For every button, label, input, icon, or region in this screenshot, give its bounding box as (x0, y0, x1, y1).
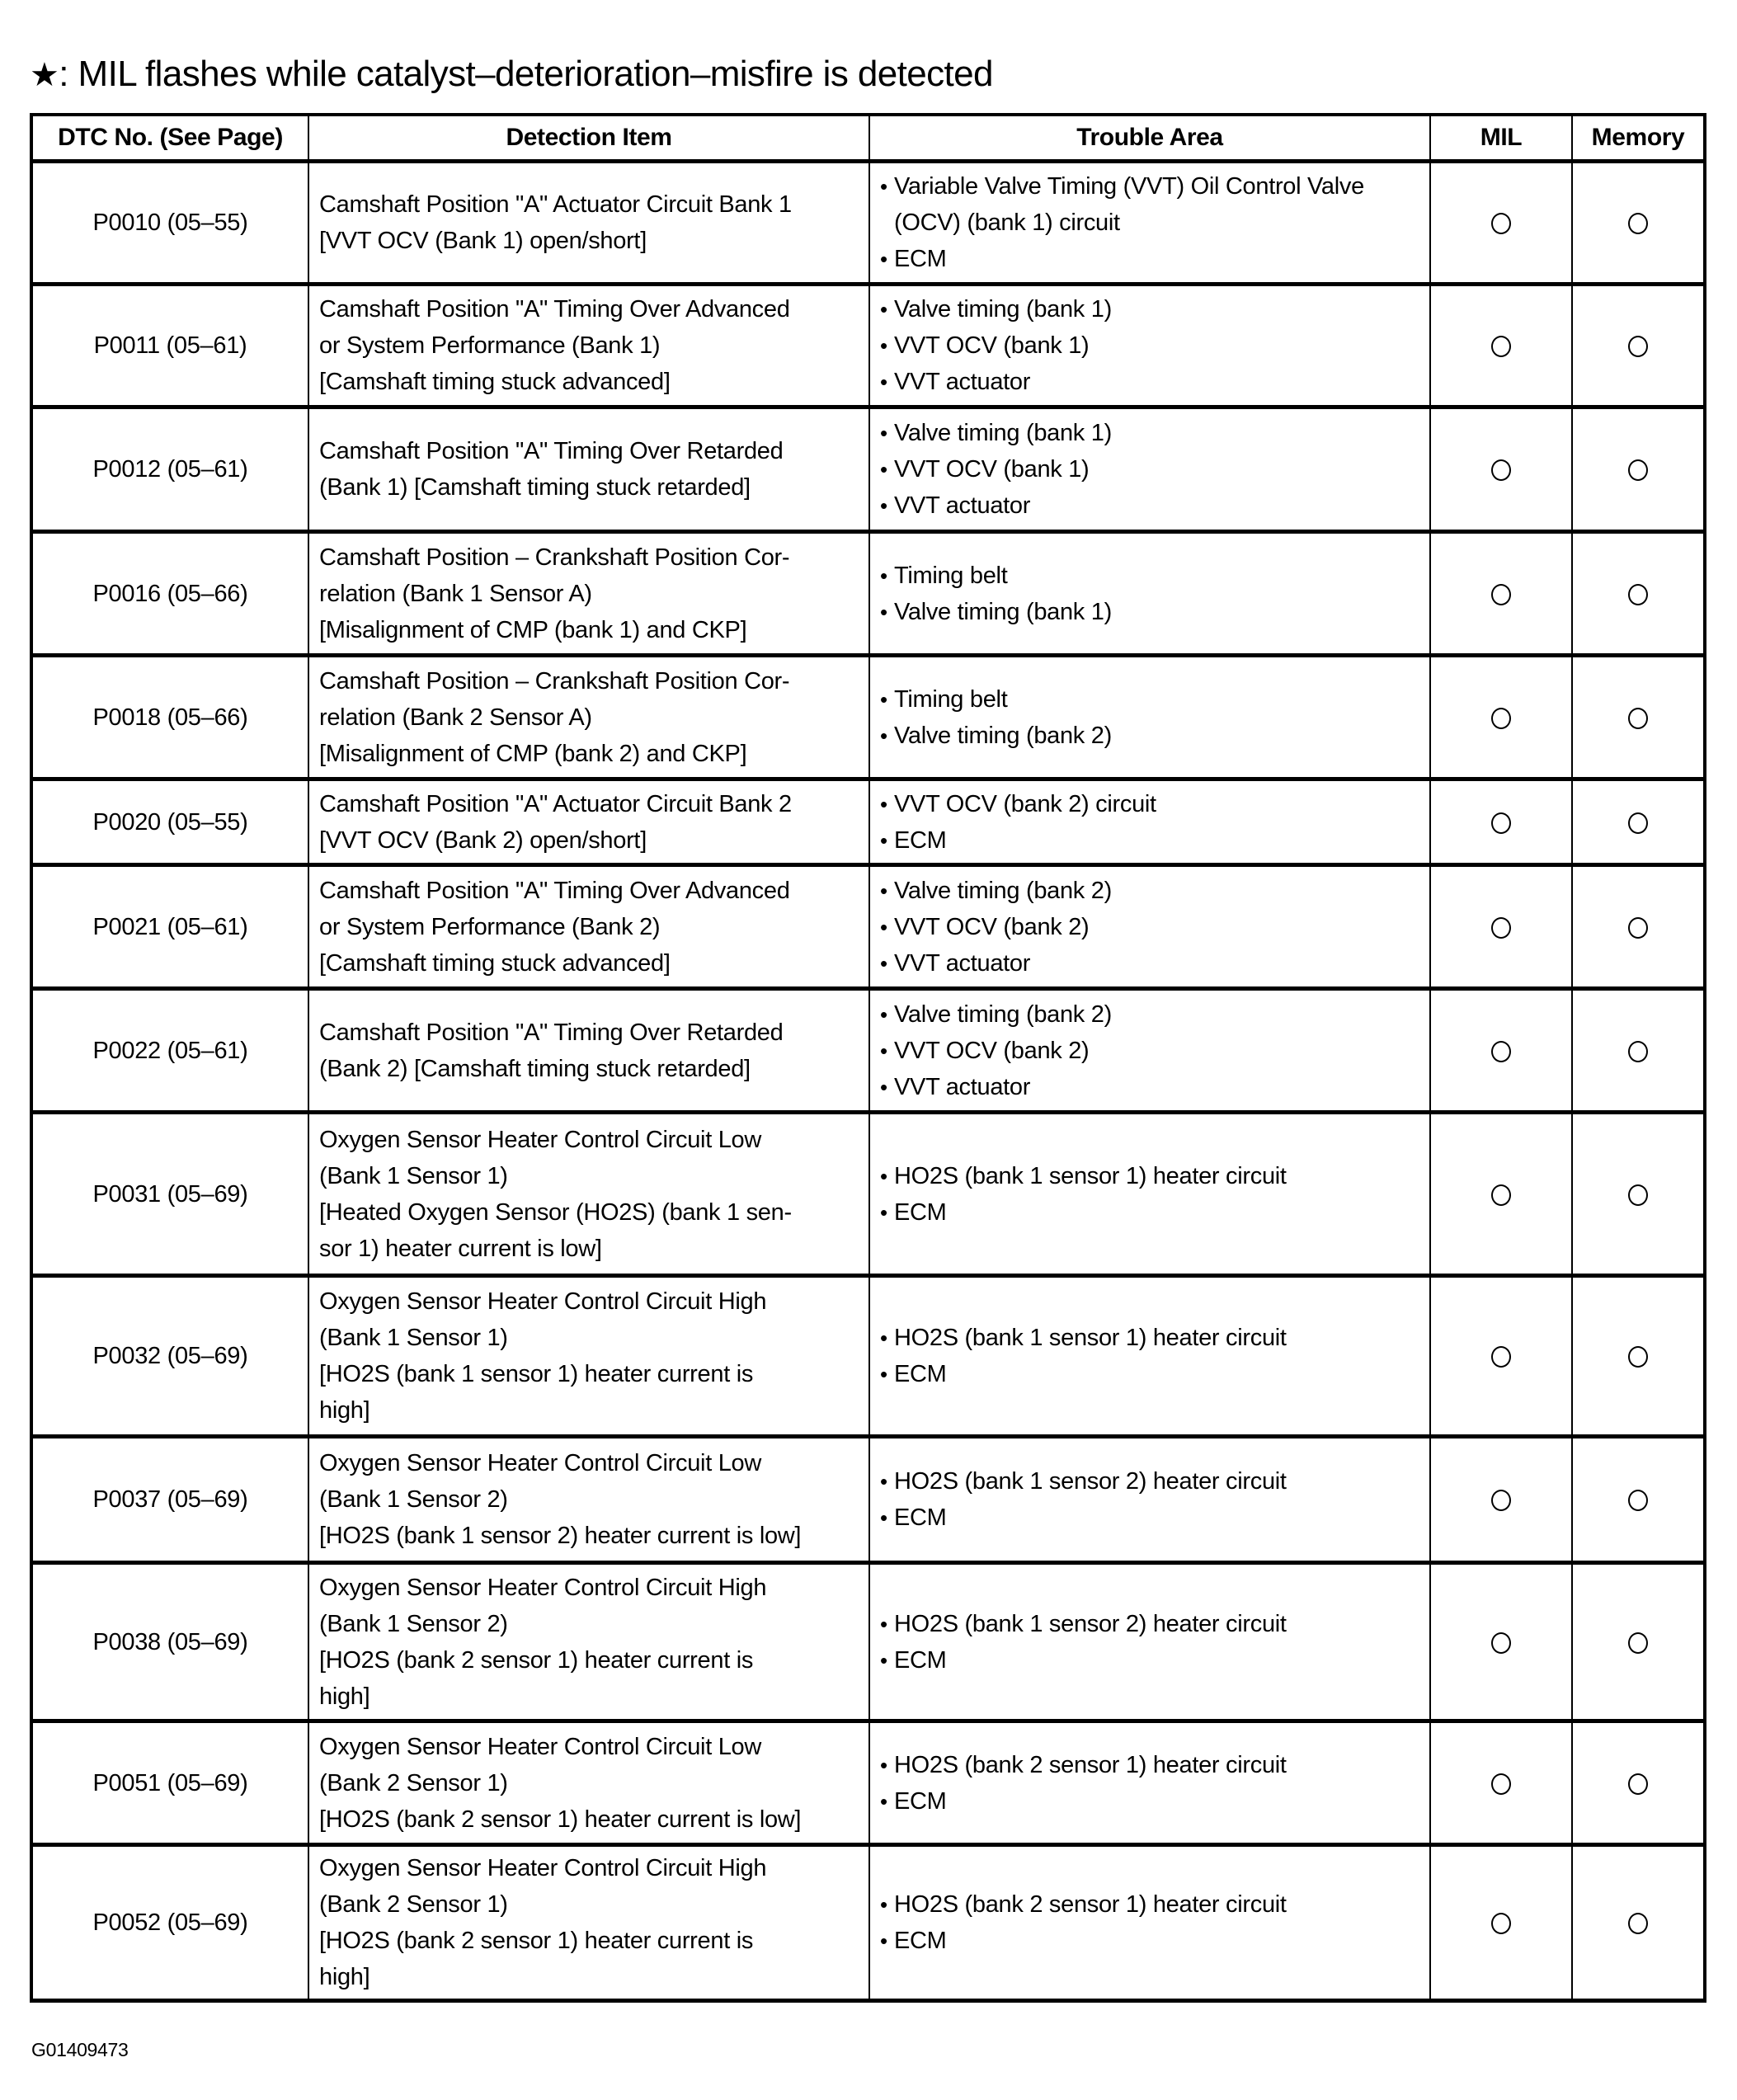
trouble-area-item: • VVT actuator (880, 945, 1421, 982)
trouble-area-cell (869, 285, 1430, 407)
detection-item-cell: Camshaft Position "A" Timing Over Retarded (Bank 1) [Camshaft timing stuck retarded] (308, 407, 869, 532)
trouble-area-item: • HO2S (bank 2 sensor 1) heater circuit (880, 1886, 1421, 1923)
memory-cell (1572, 1113, 1705, 1276)
trouble-area-item: • ECM (880, 822, 1421, 859)
dtc-code-cell: P0051 (05–69) (31, 1721, 308, 1845)
trouble-area-list (880, 291, 1421, 400)
mil-circle-icon (1491, 1041, 1511, 1062)
memory-cell (1572, 162, 1705, 285)
trouble-area-cell (869, 1276, 1430, 1437)
mil-circle-icon (1491, 1490, 1511, 1511)
mil-cell (1430, 1113, 1572, 1276)
trouble-area-item: • ECM (880, 1642, 1421, 1679)
memory-circle-icon (1628, 584, 1648, 605)
memory-cell (1572, 407, 1705, 532)
mil-circle-icon (1491, 708, 1511, 729)
mil-cell (1430, 989, 1572, 1113)
detection-item-cell: Camshaft Position "A" Timing Over Retarded (Bank 2) [Camshaft timing stuck retarded] (308, 989, 869, 1113)
trouble-area-item: • VVT OCV (bank 1) (880, 451, 1421, 487)
trouble-area-cell (869, 656, 1430, 779)
dtc-code-cell: P0022 (05–61) (31, 989, 308, 1113)
mil-cell (1430, 656, 1572, 779)
trouble-area-item: • HO2S (bank 1 sensor 1) heater circuit (880, 1158, 1421, 1194)
table-row (31, 532, 1705, 656)
memory-circle-icon (1628, 1041, 1648, 1062)
trouble-area-item: • VVT actuator (880, 1069, 1421, 1105)
detection-item-cell: Oxygen Sensor Heater Control Circuit Low (Bank 1 Sensor 1) [Heated Oxygen Sensor (HO2S) (bank 1 sen- sor 1) heater current is low] (308, 1113, 869, 1276)
detection-item-cell: Oxygen Sensor Heater Control Circuit Low (Bank 2 Sensor 1) [HO2S (bank 2 sensor 1) heater current is low] (308, 1721, 869, 1845)
trouble-area-cell (869, 989, 1430, 1113)
memory-circle-icon (1628, 1346, 1648, 1368)
memory-circle-icon (1628, 1632, 1648, 1654)
dtc-code-cell: P0012 (05–61) (31, 407, 308, 532)
caption-text: : MIL flashes while catalyst–deterioration–misfire is detected (59, 54, 993, 94)
trouble-area-item: • HO2S (bank 2 sensor 1) heater circuit (880, 1747, 1421, 1783)
table-row (31, 1721, 1705, 1845)
dtc-code-cell: P0011 (05–61) (31, 285, 308, 407)
trouble-area-cell (869, 1721, 1430, 1845)
dtc-code-cell: P0032 (05–69) (31, 1276, 308, 1437)
memory-circle-icon (1628, 917, 1648, 939)
mil-cell (1430, 1563, 1572, 1721)
detection-item-cell: Camshaft Position "A" Timing Over Advanced or System Performance (Bank 2) [Camshaft timing stuck advanced] (308, 865, 869, 989)
mil-circle-icon (1491, 1632, 1511, 1654)
mil-cell (1430, 162, 1572, 285)
trouble-area-list (880, 1463, 1421, 1536)
trouble-area-item: • ECM (880, 1783, 1421, 1820)
mil-cell (1430, 1845, 1572, 2001)
trouble-area-item: • Timing belt (880, 558, 1421, 594)
trouble-area-list (880, 681, 1421, 754)
trouble-area-item: • Timing belt (880, 681, 1421, 718)
trouble-area-item: • Valve timing (bank 2) (880, 996, 1421, 1033)
trouble-area-item: • VVT OCV (bank 2) (880, 1033, 1421, 1069)
detection-item-cell: Camshaft Position "A" Timing Over Advanced or System Performance (Bank 1) [Camshaft timing stuck advanced] (308, 285, 869, 407)
dtc-code-cell: P0021 (05–61) (31, 865, 308, 989)
trouble-area-cell (869, 1845, 1430, 2001)
dtc-code-cell: P0052 (05–69) (31, 1845, 308, 2001)
mil-cell (1430, 407, 1572, 532)
trouble-area-item: • ECM (880, 241, 1421, 277)
detection-item-cell: Camshaft Position – Crankshaft Position Cor- relation (Bank 2 Sensor A) [Misalignment of CMP (bank 2) and CKP] (308, 656, 869, 779)
mil-circle-icon (1491, 812, 1511, 834)
trouble-area-item: • Valve timing (bank 1) (880, 415, 1421, 451)
trouble-area-item: • VVT actuator (880, 364, 1421, 400)
trouble-area-item: • Variable Valve Timing (VVT) Oil Control Valve (OCV) (bank 1) circuit (880, 168, 1421, 241)
memory-circle-icon (1628, 459, 1648, 481)
table-row (31, 285, 1705, 407)
dtc-code-cell: P0031 (05–69) (31, 1113, 308, 1276)
detection-item-cell: Oxygen Sensor Heater Control Circuit High (Bank 1 Sensor 1) [HO2S (bank 1 sensor 1) heater current is high] (308, 1276, 869, 1437)
trouble-area-item: • ECM (880, 1356, 1421, 1392)
memory-circle-icon (1628, 1773, 1648, 1795)
trouble-area-cell (869, 779, 1430, 865)
memory-cell (1572, 532, 1705, 656)
trouble-area-item: • VVT actuator (880, 487, 1421, 524)
figure-id: G01409473 (31, 2039, 129, 2060)
trouble-area-list (880, 1606, 1421, 1679)
trouble-area-item: • ECM (880, 1923, 1421, 1959)
mil-cell (1430, 532, 1572, 656)
detection-item-cell: Oxygen Sensor Heater Control Circuit High (Bank 2 Sensor 1) [HO2S (bank 2 sensor 1) heater current is high] (308, 1845, 869, 2001)
memory-circle-icon (1628, 1913, 1648, 1934)
trouble-area-item: • HO2S (bank 1 sensor 2) heater circuit (880, 1463, 1421, 1500)
memory-circle-icon (1628, 213, 1648, 234)
table-caption (30, 51, 993, 98)
memory-cell (1572, 1563, 1705, 1721)
table-row (31, 656, 1705, 779)
trouble-area-item: • ECM (880, 1194, 1421, 1231)
trouble-area-item: • Valve timing (bank 1) (880, 594, 1421, 630)
table-row (31, 1437, 1705, 1563)
memory-cell (1572, 1437, 1705, 1563)
mil-cell (1430, 779, 1572, 865)
detection-item-cell: Camshaft Position – Crankshaft Position Cor- relation (Bank 1 Sensor A) [Misalignment of CMP (bank 1) and CKP] (308, 532, 869, 656)
memory-circle-icon (1628, 1490, 1648, 1511)
dtc-table (30, 113, 1706, 2003)
dtc-code-cell: P0018 (05–66) (31, 656, 308, 779)
trouble-area-item: • HO2S (bank 1 sensor 1) heater circuit (880, 1320, 1421, 1356)
table-body (31, 162, 1705, 2001)
dtc-code-cell: P0016 (05–66) (31, 532, 308, 656)
mil-cell (1430, 865, 1572, 989)
mil-cell (1430, 1276, 1572, 1437)
trouble-area-list (880, 873, 1421, 982)
memory-cell (1572, 865, 1705, 989)
memory-cell (1572, 1845, 1705, 2001)
memory-cell (1572, 1721, 1705, 1845)
trouble-area-cell (869, 532, 1430, 656)
dtc-code-cell: P0020 (05–55) (31, 779, 308, 865)
trouble-area-cell (869, 162, 1430, 285)
mil-circle-icon (1491, 1184, 1511, 1206)
memory-circle-icon (1628, 336, 1648, 357)
header-dtc: DTC No. (See Page) (31, 115, 308, 162)
star-icon: ★ (30, 56, 59, 94)
trouble-area-list (880, 168, 1421, 277)
detection-item-cell: Camshaft Position "A" Actuator Circuit Bank 2 [VVT OCV (Bank 2) open/short] (308, 779, 869, 865)
table-row (31, 1113, 1705, 1276)
trouble-area-item: • VVT OCV (bank 2) (880, 909, 1421, 945)
mil-circle-icon (1491, 584, 1511, 605)
trouble-area-list (880, 1886, 1421, 1959)
trouble-area-list (880, 558, 1421, 630)
memory-cell (1572, 656, 1705, 779)
mil-circle-icon (1491, 459, 1511, 481)
table-row (31, 779, 1705, 865)
memory-cell (1572, 285, 1705, 407)
header-mil: MIL (1430, 115, 1572, 162)
trouble-area-item: • HO2S (bank 1 sensor 2) heater circuit (880, 1606, 1421, 1642)
detection-item-cell: Oxygen Sensor Heater Control Circuit High (Bank 1 Sensor 2) [HO2S (bank 2 sensor 1) heater current is high] (308, 1563, 869, 1721)
trouble-area-list (880, 786, 1421, 859)
mil-circle-icon (1491, 1913, 1511, 1934)
trouble-area-list (880, 1320, 1421, 1392)
trouble-area-cell (869, 1563, 1430, 1721)
memory-cell (1572, 989, 1705, 1113)
table-row (31, 989, 1705, 1113)
trouble-area-cell (869, 865, 1430, 989)
trouble-area-item: • VVT OCV (bank 2) circuit (880, 786, 1421, 822)
mil-cell (1430, 285, 1572, 407)
detection-item-cell: Oxygen Sensor Heater Control Circuit Low (Bank 1 Sensor 2) [HO2S (bank 1 sensor 2) heater current is low] (308, 1437, 869, 1563)
memory-cell (1572, 1276, 1705, 1437)
trouble-area-cell (869, 407, 1430, 532)
trouble-area-list (880, 1158, 1421, 1231)
memory-circle-icon (1628, 708, 1648, 729)
header-detection-item: Detection Item (308, 115, 869, 162)
header-trouble-area: Trouble Area (869, 115, 1430, 162)
mil-cell (1430, 1437, 1572, 1563)
trouble-area-list (880, 415, 1421, 524)
memory-circle-icon (1628, 1184, 1648, 1206)
memory-circle-icon (1628, 812, 1648, 834)
table-row (31, 1845, 1705, 2001)
trouble-area-cell (869, 1437, 1430, 1563)
trouble-area-cell (869, 1113, 1430, 1276)
mil-circle-icon (1491, 1773, 1511, 1795)
table-row (31, 1563, 1705, 1721)
memory-cell (1572, 779, 1705, 865)
table-row (31, 1276, 1705, 1437)
dtc-code-cell: P0010 (05–55) (31, 162, 308, 285)
table-header-row (31, 115, 1705, 162)
table-row (31, 407, 1705, 532)
mil-circle-icon (1491, 1346, 1511, 1368)
detection-item-cell: Camshaft Position "A" Actuator Circuit Bank 1 [VVT OCV (Bank 1) open/short] (308, 162, 869, 285)
trouble-area-list (880, 996, 1421, 1105)
mil-circle-icon (1491, 336, 1511, 357)
trouble-area-item: • ECM (880, 1500, 1421, 1536)
table-row (31, 162, 1705, 285)
trouble-area-item: • Valve timing (bank 1) (880, 291, 1421, 327)
dtc-code-cell: P0038 (05–69) (31, 1563, 308, 1721)
mil-circle-icon (1491, 213, 1511, 234)
trouble-area-item: • VVT OCV (bank 1) (880, 327, 1421, 364)
trouble-area-item: • Valve timing (bank 2) (880, 873, 1421, 909)
header-memory: Memory (1572, 115, 1705, 162)
mil-cell (1430, 1721, 1572, 1845)
trouble-area-list (880, 1747, 1421, 1820)
mil-circle-icon (1491, 917, 1511, 939)
table-row (31, 865, 1705, 989)
trouble-area-item: • Valve timing (bank 2) (880, 718, 1421, 754)
dtc-code-cell: P0037 (05–69) (31, 1437, 308, 1563)
